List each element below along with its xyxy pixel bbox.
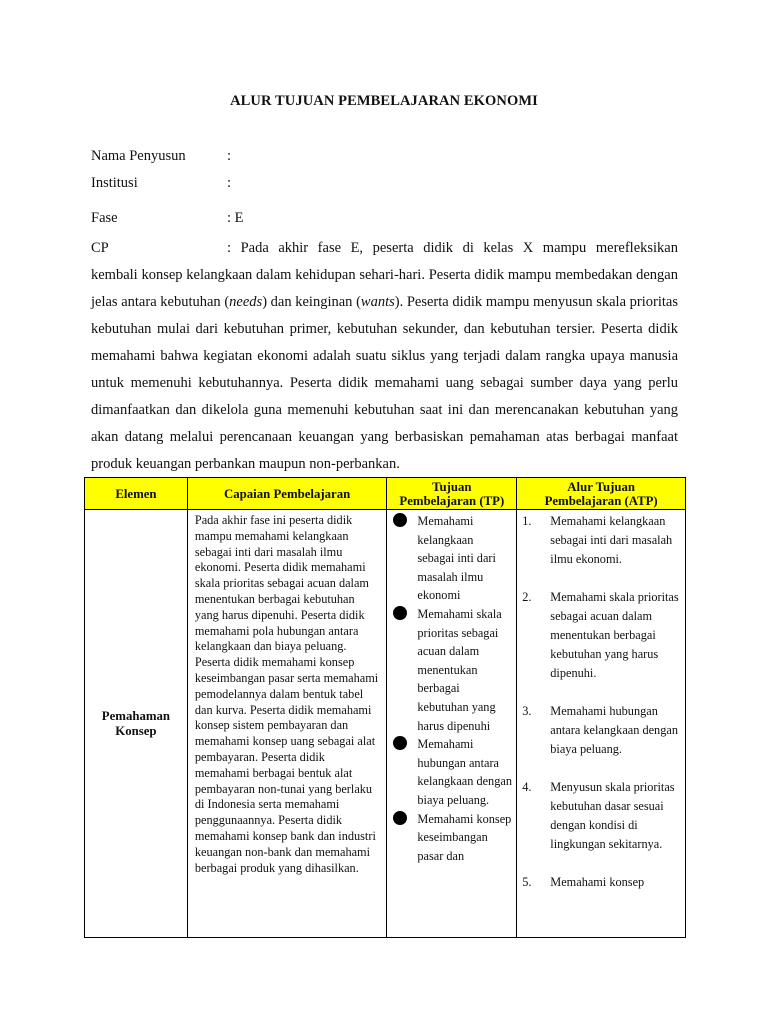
header-atp-line1: Alur Tujuan <box>567 479 635 494</box>
tp-item <box>393 605 512 735</box>
atp-item <box>522 778 679 854</box>
tp-item-text: Memahami skala prioritas sebagai acuan dalam menentukan berbagai kebutuhan yang harus dipenuhi <box>417 606 502 733</box>
cp-text-part: ) dan keinginan ( <box>262 294 361 310</box>
atp-item-number: 3. <box>522 704 532 718</box>
cp-first-line <box>91 235 678 262</box>
elemen-line2: Konsep <box>115 723 157 738</box>
tp-item <box>393 735 512 809</box>
cp-body <box>91 262 678 478</box>
cp-label: CP <box>91 240 109 256</box>
meta-value: : E <box>227 210 244 226</box>
atp-item-text: Memahami konsep <box>550 875 645 889</box>
header-elemen: Elemen <box>85 478 188 510</box>
meta-value: : <box>227 175 232 191</box>
meta-row-nama-penyusun <box>91 148 231 165</box>
atp-item-text: Memahami hubungan antara kelangkaan dengan biaya peluang. <box>550 704 678 756</box>
cell-tp <box>387 510 517 938</box>
tp-item <box>393 810 512 866</box>
cell-atp <box>517 510 686 938</box>
tp-item-text: Memahami konsep keseimbangan pasar dan <box>417 811 512 863</box>
atp-item-text: Menyusun skala prioritas kebutuhan dasar sesuai dengan kondisi di lingkungan sekitarnya. <box>550 780 675 851</box>
atp-item-number: 2. <box>522 590 532 604</box>
atp-item-text: Memahami skala prioritas sebagai acuan dalam menentukan berbagai kebutuhan yang harus dipenuhi. <box>550 590 679 680</box>
header-capaian: Capaian Pembelajaran <box>187 478 387 510</box>
elemen-line1: Pemahaman <box>101 708 171 723</box>
cp-paragraph <box>91 235 678 478</box>
meta-row-fase <box>91 210 244 227</box>
tp-list <box>393 512 512 936</box>
atp-item <box>522 512 679 569</box>
table-row <box>85 510 686 938</box>
bullet-icon <box>393 606 407 620</box>
atp-table <box>84 477 686 938</box>
cp-wants-term: wants <box>360 294 395 310</box>
atp-item-number: 5. <box>522 875 532 889</box>
tp-item-text: Memahami kelangkaan sebagai inti dari masalah ilmu ekonomi <box>417 514 496 603</box>
tp-item <box>393 512 512 605</box>
document-title: ALUR TUJUAN PEMBELAJARAN EKONOMI <box>230 93 538 109</box>
atp-item <box>522 588 679 683</box>
cell-elemen <box>85 510 188 938</box>
meta-value: : <box>227 148 232 164</box>
cp-text-part: ). Peserta didik mampu menyusun skala prioritas kebutuhan mulai dari kebutuhan primer, kebutuhan sekunder, dan kebutuhan tersier. Peserta didik memahami bahwa kegiatan ekonomi adalah suatu siklus yang terjadi dalam rangka upaya manusia untuk memenuhi kebutuhannya. Peserta didik memahami uang sebagai sumber daya yang perlu dimanfaatkan dan dikelola guna memenuhi kebutuhan saat ini dan merencanakan kebutuhan yang akan datang melalui perencanaan keuangan yang berbasiskan pemahaman atas berbagai manfaat produk keuangan perbankan maupun non-perbankan. <box>91 294 678 472</box>
header-atp <box>517 478 686 510</box>
atp-item <box>522 702 679 759</box>
header-tp-line2: Pembelajaran (TP) <box>399 493 505 508</box>
meta-label: Institusi <box>91 175 138 191</box>
atp-list <box>522 512 679 936</box>
atp-item-number: 1. <box>522 514 532 528</box>
bullet-icon <box>393 513 407 527</box>
bullet-icon <box>393 811 407 825</box>
bullet-icon <box>393 736 407 750</box>
atp-item-number: 4. <box>522 780 532 794</box>
meta-label: Fase <box>91 210 118 226</box>
header-tp <box>387 478 517 510</box>
cp-needs-term: needs <box>229 294 263 310</box>
table-header-row <box>85 478 686 510</box>
cp-first-text: : Pada akhir fase E, peserta didik di kelas X mampu merefleksikan <box>227 240 678 256</box>
tp-item-text: Memahami hubungan antara kelangkaan dengan biaya peluang. <box>417 737 512 807</box>
header-atp-line2: Pembelajaran (ATP) <box>544 493 658 508</box>
meta-row-institusi <box>91 175 231 192</box>
capaian-text: Pada akhir fase ini peserta didik mampu memahami kelangkaan sebagai inti dari masalah ilmu ekonomi. Peserta didik memahami skala prioritas sebagai acuan dalam menentukan berbagai kebutuhan yang harus dipenuhi. Peserta didik memahami pola hubungan antara kelangkaan dan biaya peluang. Peserta didik memahami konsep keseimbangan pasar serta memahami pemodelannya dalam bentuk tabel dan kurva. Peserta didik memahami konsep sistem pembayaran dan memahami konsep uang sebagai alat pembayaran. Peserta didik memahami berbagai bentuk alat pembayaran non-tunai yang berlaku di Indonesia serta memahami penggunaannya. Peserta didik memahami konsep bank dan industri keuangan non-bank dan memahami berbagai produk yang dihasilkan. <box>194 513 379 875</box>
meta-label: Nama Penyusun <box>91 148 186 164</box>
cp-text-part: kembali konsep kelangkaan dalam kehidupan sehari-hari. Peserta didik mampu membedakan dengan jelas antara kebutuhan ( <box>91 267 678 310</box>
atp-item <box>522 873 679 892</box>
cell-capaian <box>187 510 387 938</box>
atp-item-text: Memahami kelangkaan sebagai inti dari masalah ilmu ekonomi. <box>550 514 673 566</box>
header-tp-line1: Tujuan <box>432 479 472 494</box>
